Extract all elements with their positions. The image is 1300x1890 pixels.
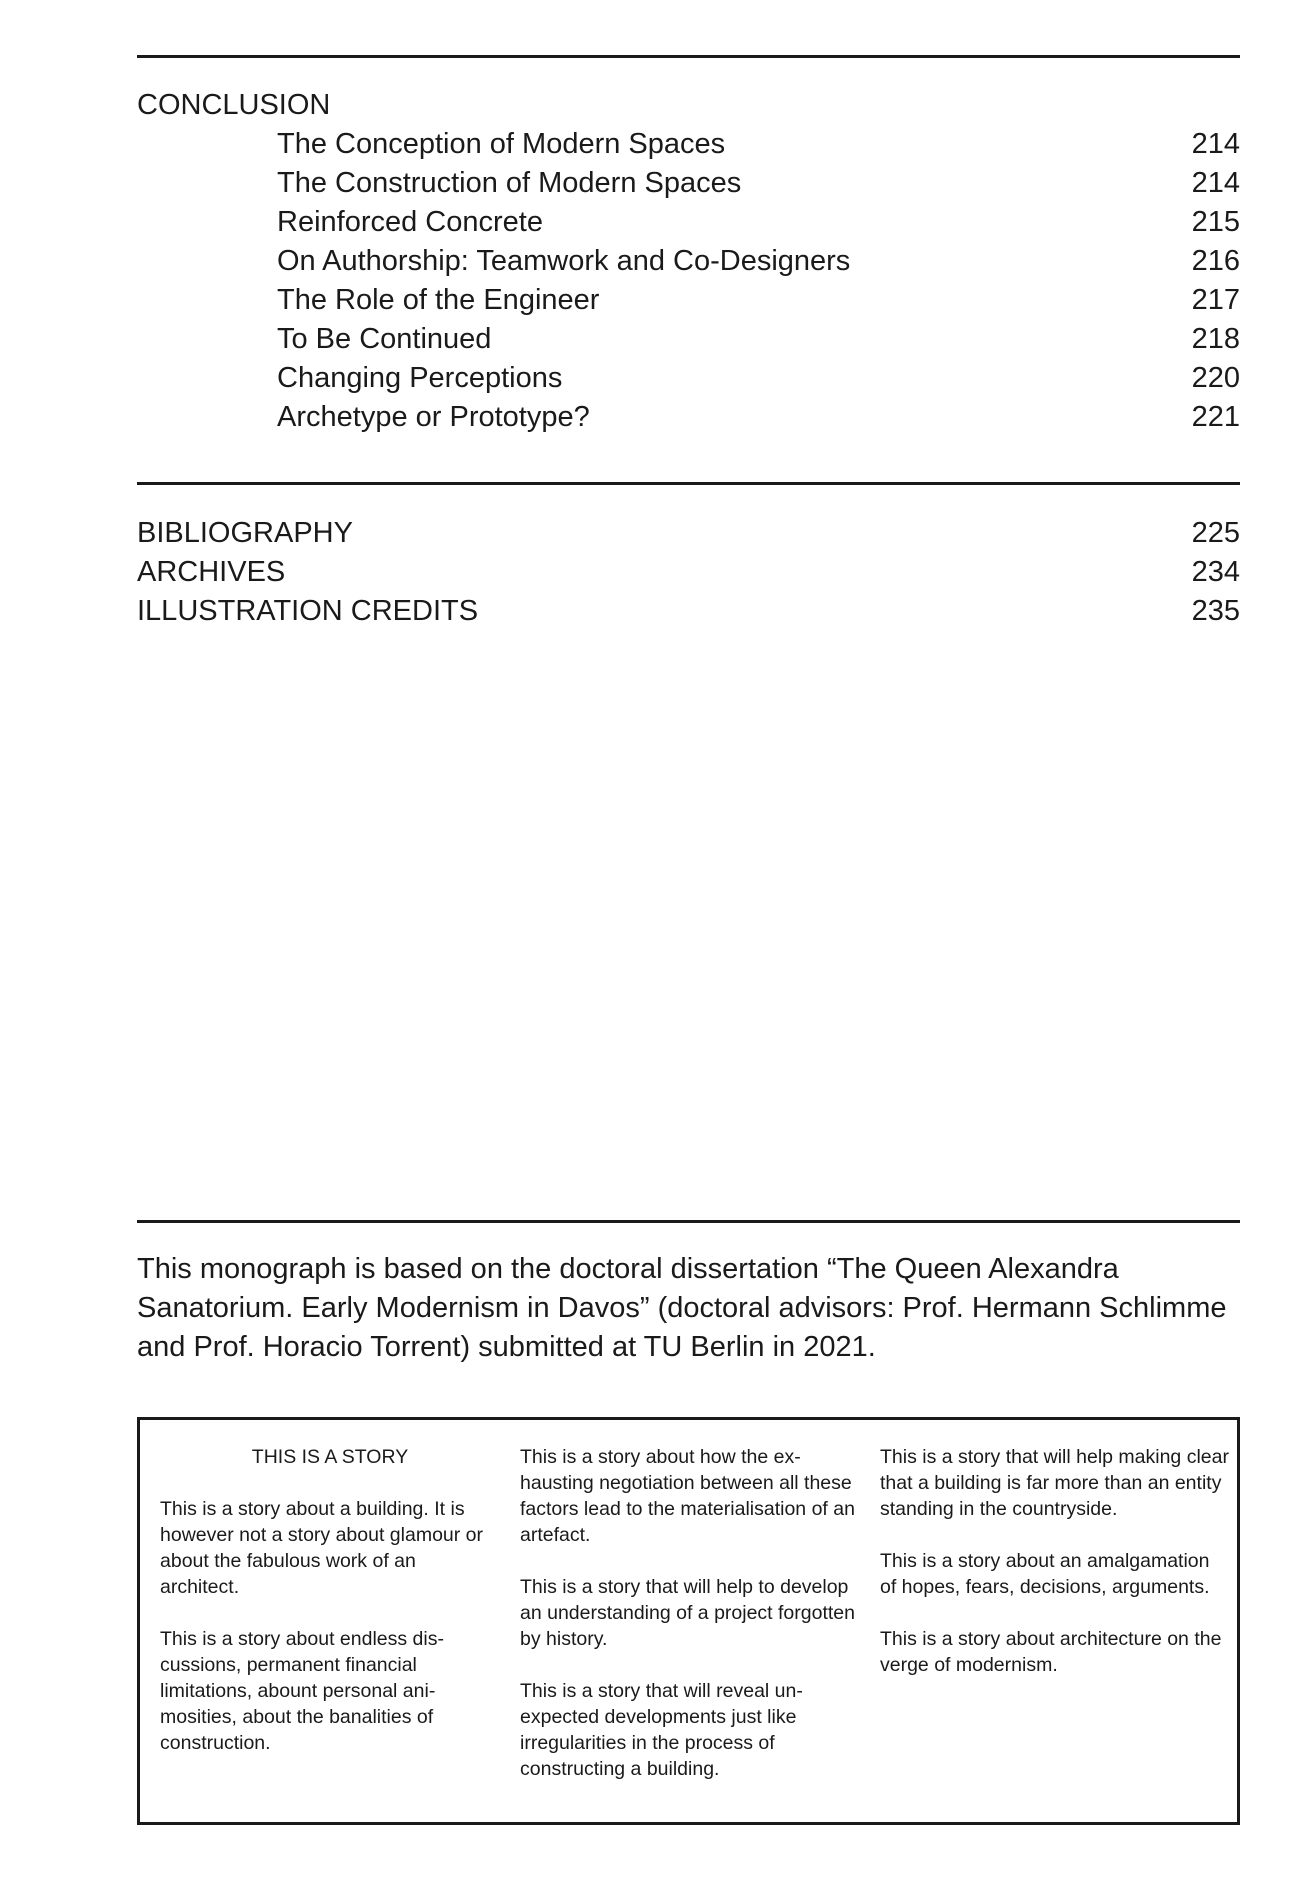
toc-entry-page: 215 <box>1191 206 1240 238</box>
toc-entry-page: 217 <box>1191 284 1240 316</box>
toc-entry <box>137 359 1240 398</box>
toc-entry <box>137 398 1240 437</box>
story-paragraph: This is a story about an amalgamation of hopes, fears, decisions, arguments. <box>880 1550 1210 1598</box>
divider-bottom <box>137 1220 1240 1223</box>
toc-entry-page: 220 <box>1191 362 1240 394</box>
story-title: THIS IS A STORY <box>251 1446 409 1468</box>
page <box>137 0 1240 1890</box>
toc-entry-title: ILLUSTRATION CREDITS <box>137 595 479 627</box>
story-paragraph: This is a story that will reveal unexpected developments just like irregularities in the process of constructing a building. <box>520 1680 803 1780</box>
story-paragraph: This is a story about architecture on the verge of modernism. <box>880 1628 1222 1676</box>
toc-entry-title: The Construction of Modern Spaces <box>277 167 742 199</box>
toc-entry-page: 225 <box>1191 517 1240 549</box>
story-paragraph: This is a story about a building. It is however not a story about glamour or about the fabulous work of an architect. <box>160 1498 484 1598</box>
dissertation-note: This monograph is based on the doctoral dissertation “The Queen Alexandra Sanatorium. Early Modernism in Davos” (doctoral advisors: Prof. Hermann Schlimme and Prof. Horacio Torrent) submitted at TU Berlin in 2021. <box>137 1253 1227 1363</box>
toc-entry-title: BIBLIOGRAPHY <box>137 517 353 549</box>
toc-entry-page: 234 <box>1191 556 1240 588</box>
toc-entry <box>137 242 1240 281</box>
story-column-1 <box>160 1444 500 1782</box>
conclusion-heading: CONCLUSION <box>137 89 331 121</box>
divider-middle <box>137 482 1240 485</box>
toc-entry-page: 221 <box>1191 401 1240 433</box>
toc-entry <box>137 164 1240 203</box>
toc-entry <box>137 281 1240 320</box>
toc-entry-page: 214 <box>1191 167 1240 199</box>
toc-entry <box>137 320 1240 359</box>
story-paragraph: This is a story that will help making clear that a building is far more than an entity standing in the countryside. <box>880 1446 1229 1520</box>
toc-entry-title: The Conception of Modern Spaces <box>277 128 726 160</box>
toc-entry <box>137 203 1240 242</box>
toc-entry <box>137 125 1240 164</box>
toc-entry-back-matter <box>137 553 1240 592</box>
toc-entry-title: ARCHIVES <box>137 556 286 588</box>
toc-entry-page: 216 <box>1191 245 1240 277</box>
toc-entry-back-matter <box>137 592 1240 631</box>
story-column-3 <box>880 1444 1230 1704</box>
story-paragraph: This is a story that will help to develop an understanding of a project forgotten by history. <box>520 1576 855 1650</box>
toc-entry-title: The Role of the Engineer <box>277 284 600 316</box>
toc-entry-back-matter <box>137 514 1240 553</box>
story-column-2 <box>520 1444 860 1808</box>
toc-entry-page: 218 <box>1191 323 1240 355</box>
toc-entry-title: To Be Continued <box>277 323 492 355</box>
toc-entry-title: On Authorship: Teamwork and Co-Designers <box>277 245 851 277</box>
divider-top <box>137 55 1240 58</box>
toc-entry-title: Archetype or Prototype? <box>277 401 590 433</box>
story-paragraph: This is a story about how the exhausting negotiation between all these factors lead to the materialisation of an artefact. <box>520 1446 855 1546</box>
toc-entry-page: 235 <box>1191 595 1240 627</box>
story-box <box>137 1417 1240 1825</box>
toc-entry-page: 214 <box>1191 128 1240 160</box>
story-paragraph: This is a story about endless discussions, permanent financial limitations, abount personal animosities, about the banalities of construction. <box>160 1628 444 1754</box>
toc-entry-title: Changing Perceptions <box>277 362 563 394</box>
toc-entry-title: Reinforced Concrete <box>277 206 543 238</box>
